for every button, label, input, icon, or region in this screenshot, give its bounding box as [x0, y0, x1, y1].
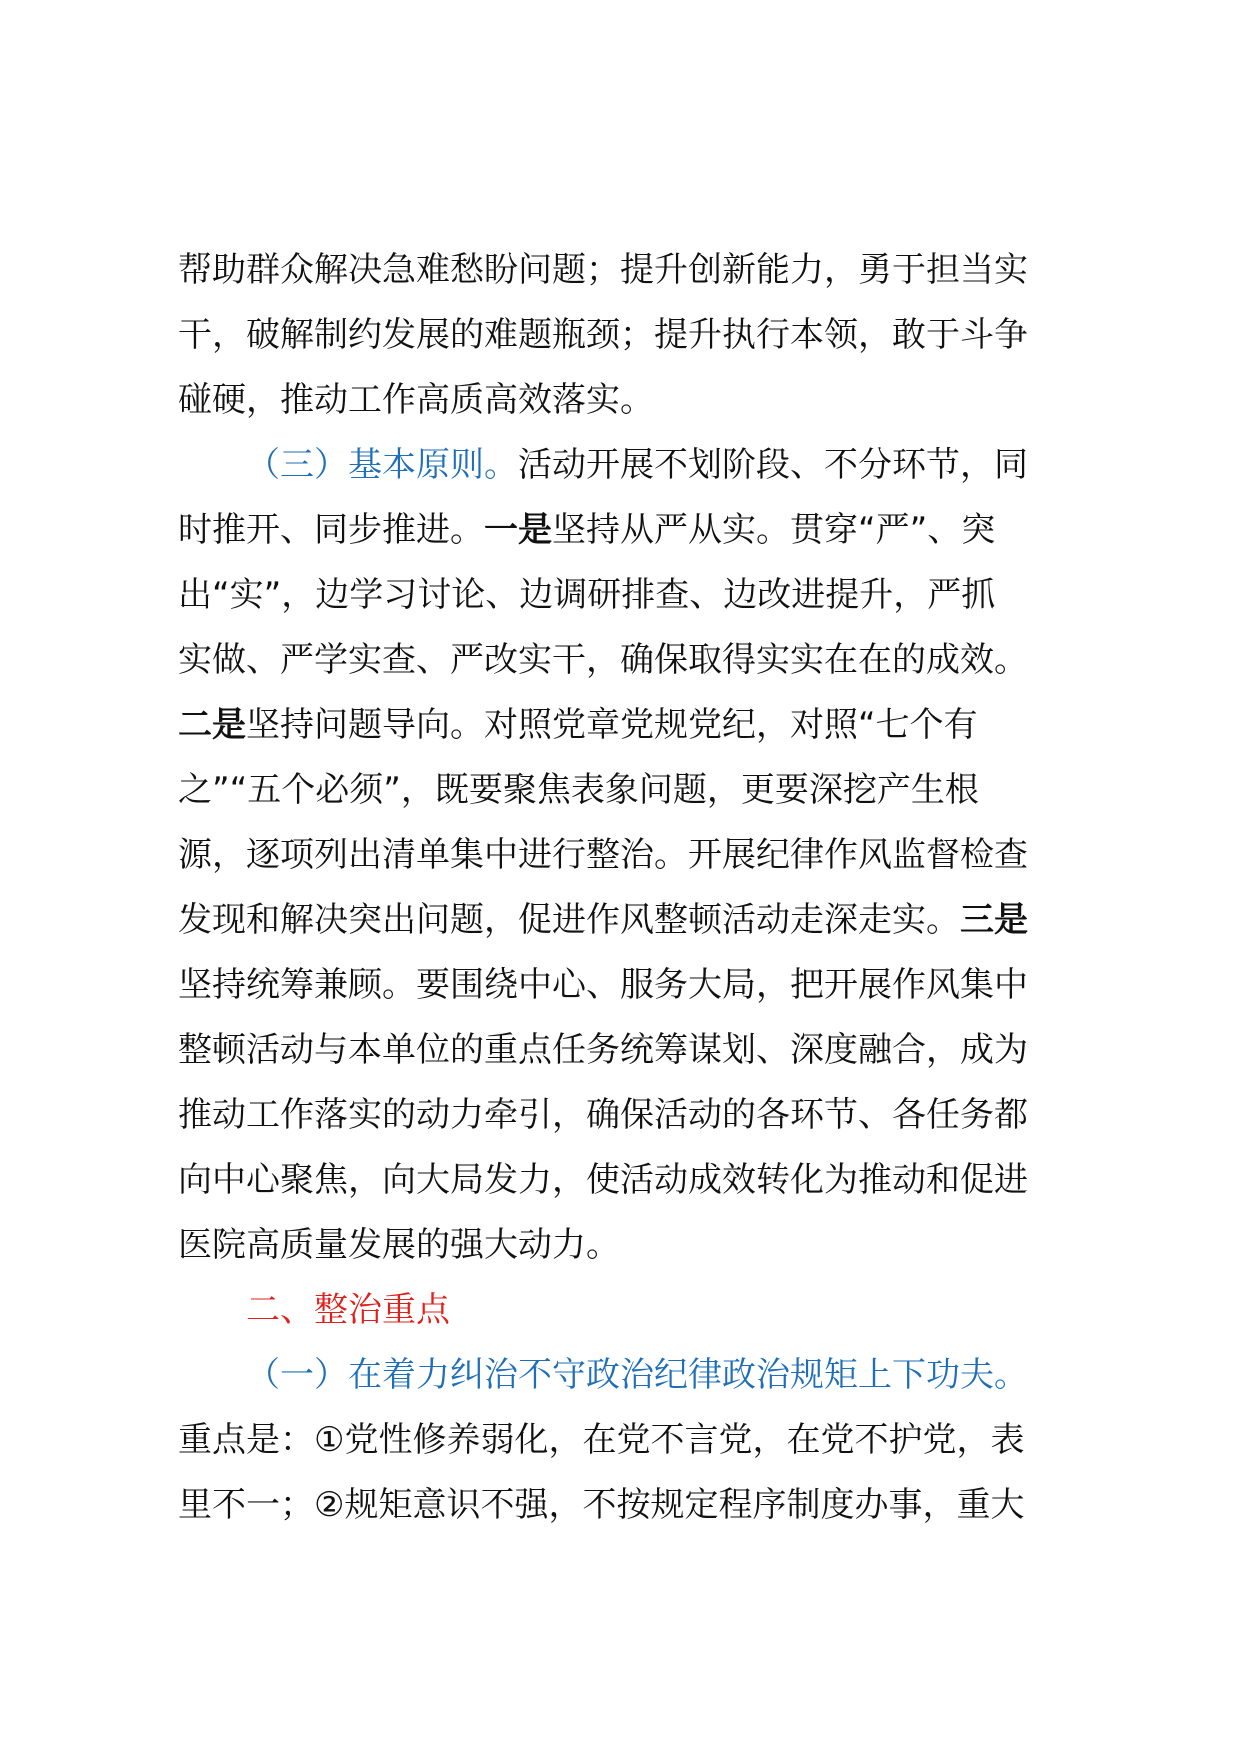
paragraph-text: 坚持问题导向。对照党章党规党纪，对照“七个有 — [246, 705, 978, 745]
paragraph-line: 出“实”，边学习讨论、边调研排查、边改进提升，严抓 — [178, 575, 996, 615]
paragraph-line: 干，破解制约发展的难题瓶颈；提升执行本领，敢于斗争 — [178, 315, 1028, 355]
emphasis-third: 三是 — [960, 900, 1028, 940]
paragraph-line: 帮助群众解决急难愁盼问题；提升创新能力，勇于担当实 — [178, 250, 1028, 290]
paragraph-line: 里不一；②规矩意识不强，不按规定程序制度办事，重大 — [178, 1485, 1025, 1525]
document-page — [178, 238, 1088, 1538]
paragraph-line: 向中心聚焦，向大局发力，使活动成效转化为推动和促进 — [178, 1160, 1028, 1200]
paragraph-line: 实做、严学实查、严改实干，确保取得实实在在的成效。 — [178, 640, 1028, 680]
paragraph-text: 坚持从严从实。贯穿“严”、突 — [552, 510, 996, 550]
paragraph-line: 源，逐项列出清单集中进行整治。开展纪律作风监督检查 — [178, 835, 1028, 875]
paragraph-line: 医院高质量发展的强大动力。 — [178, 1225, 620, 1265]
paragraph-line: 之”“五个必须”，既要聚焦表象问题，更要深挖产生根 — [178, 770, 979, 810]
paragraph-line: 整顿活动与本单位的重点任务统筹谋划、深度融合，成为 — [178, 1030, 1028, 1070]
subsection-heading-political-discipline: （一）在着力纠治不守政治纪律政治规矩上下功夫。 — [246, 1355, 1028, 1395]
paragraph-text: 发现和解决突出问题，促进作风整顿活动走深走实。 — [178, 900, 960, 940]
subsection-heading-basic-principles: （三）基本原则。 — [246, 445, 518, 485]
paragraph-line: 坚持统筹兼顾。要围绕中心、服务大局，把开展作风集中 — [178, 965, 1028, 1005]
paragraph-text: 时推开、同步推进。 — [178, 510, 484, 550]
paragraph-text: 活动开展不划阶段、不分环节，同 — [518, 445, 1028, 485]
paragraph-line — [178, 693, 1088, 758]
paragraph-line — [178, 498, 1088, 563]
paragraph-line — [178, 888, 1088, 953]
paragraph-line — [178, 433, 1088, 498]
section-heading-rectification-focus: 二、整治重点 — [246, 1290, 450, 1330]
paragraph-line: 碰硬，推动工作高质高效落实。 — [178, 380, 654, 420]
paragraph-line: 推动工作落实的动力牵引，确保活动的各环节、各任务都 — [178, 1095, 1028, 1135]
emphasis-first: 一是 — [484, 510, 552, 550]
emphasis-second: 二是 — [178, 705, 246, 745]
paragraph-line: 重点是：①党性修养弱化，在党不言党，在党不护党，表 — [178, 1420, 1025, 1460]
